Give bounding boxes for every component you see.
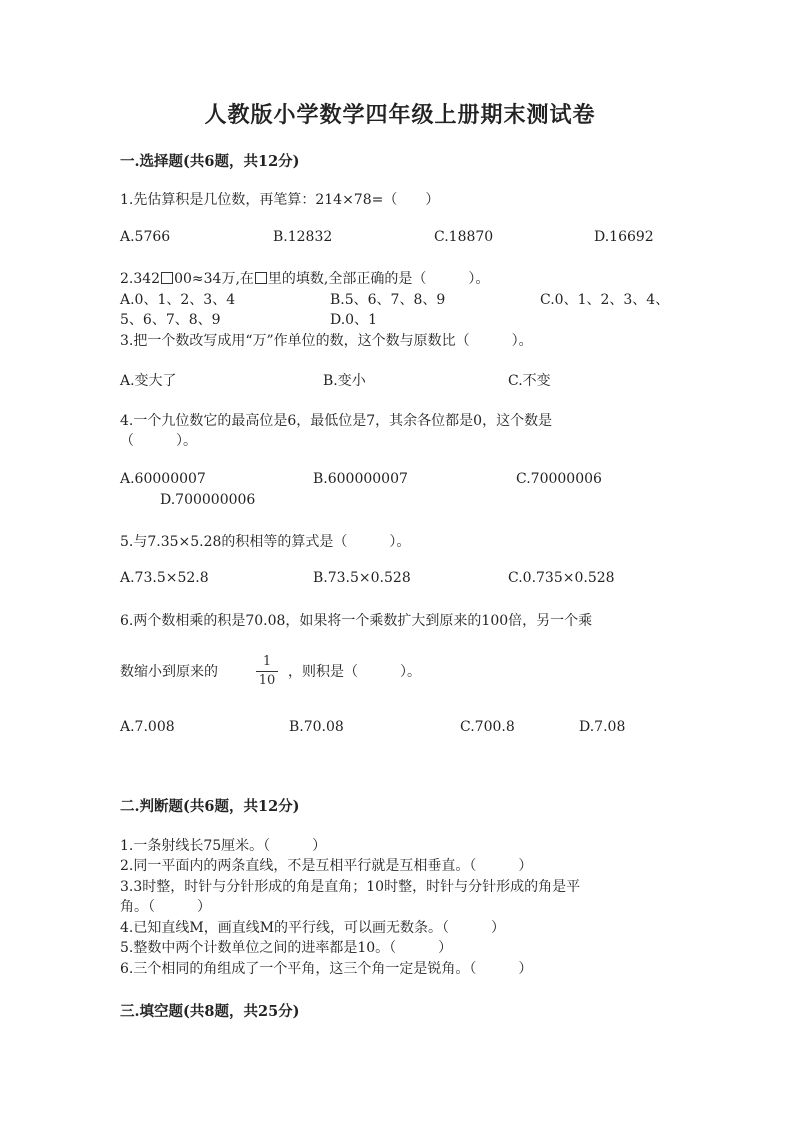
q4-option-b: B.600000007	[313, 471, 408, 487]
question-3: 3.把一个数改写成用“万”作单位的数，这个数与原数比（ ）。	[120, 333, 533, 349]
q2-text-mid: 00≈34万,在	[174, 271, 254, 287]
q6-option-d: D.7.08	[579, 719, 626, 735]
judge-item-1: 1.一条射线长75厘米。（ ）	[120, 838, 327, 854]
q3-option-b: B.变小	[323, 373, 366, 389]
q2-option-c-cont: 5、6、7、8、9	[120, 312, 221, 328]
judge-item-3-cont: 角。（ ）	[120, 899, 211, 915]
judge-item-4: 4.已知直线M，画直线M的平行线，可以画无数条。（ ）	[120, 920, 506, 936]
fraction-denominator: 10	[258, 673, 276, 688]
q5-option-b: B.73.5×0.528	[313, 570, 411, 586]
fraction-one-tenth	[256, 654, 278, 689]
q5-option-a: A.73.5×52.8	[120, 570, 209, 586]
blank-box-icon	[255, 272, 267, 284]
q2-text-post: 里的填数,全部正确的是（ ）。	[267, 271, 490, 287]
question-4-line-1: 4.一个九位数它的最高位是6，最低位是7，其余各位都是0，这个数是	[120, 413, 553, 429]
question-1: 1.先估算积是几位数，再笔算：214×78=（ ）	[120, 192, 440, 208]
question-4-line-2: （ ）。	[120, 433, 197, 449]
section-3-header: 三.填空题(共8题，共25分)	[120, 1003, 300, 1020]
section-1-header: 一.选择题(共6题，共12分)	[120, 153, 300, 170]
q2-option-d: D.0、1	[330, 312, 377, 328]
q6-option-a: A.7.008	[120, 719, 175, 735]
question-5: 5.与7.35×5.28的积相等的算式是（ ）。	[120, 534, 411, 550]
fraction-numerator: 1	[262, 654, 272, 669]
question-6-line-2-post: ，则积是（ ）。	[288, 664, 421, 680]
judge-item-2: 2.同一平面内的两条直线，不是互相平行就是互相垂直。（ ）	[120, 858, 533, 874]
q1-option-b: B.12832	[273, 229, 333, 245]
q2-text-pre: 2.342	[120, 271, 161, 287]
q3-option-c: C.不变	[508, 373, 551, 389]
q1-option-c: C.18870	[434, 229, 494, 245]
q1-option-a: A.5766	[120, 229, 171, 245]
question-6-line-2-pre: 数缩小到原来的	[120, 664, 218, 680]
judge-item-5: 5.整数中两个计数单位之间的进率都是10。（ ）	[120, 940, 453, 956]
fraction-bar	[256, 671, 278, 672]
question-6-line-1: 6.两个数相乘的积是70.08，如果将一个乘数扩大到原来的100倍，另一个乘	[120, 613, 593, 629]
q4-option-c: C.70000006	[516, 471, 602, 487]
q5-option-c: C.0.735×0.528	[508, 570, 615, 586]
judge-item-3: 3.3时整，时针与分针形成的角是直角；10时整，时针与分针形成的角是平	[120, 879, 581, 895]
blank-box-icon	[161, 272, 173, 284]
q2-option-b: B.5、6、7、8、9	[330, 292, 446, 308]
q2-option-c: C.0、1、2、3、4、	[540, 292, 670, 308]
question-2	[120, 268, 489, 288]
section-2-header: 二.判断题(共6题，共12分)	[120, 798, 300, 815]
page-title: 人教版小学数学四年级上册期末测试卷	[204, 102, 596, 128]
q6-option-b: B.70.08	[289, 719, 344, 735]
q4-option-d: D.700000006	[160, 492, 256, 508]
judge-item-6: 6.三个相同的角组成了一个平角，这三个角一定是锐角。（ ）	[120, 961, 533, 977]
q6-option-c: C.700.8	[460, 719, 515, 735]
q3-option-a: A.变大了	[120, 373, 177, 389]
q1-option-d: D.16692	[594, 229, 654, 245]
q2-option-a: A.0、1、2、3、4	[120, 292, 236, 308]
q4-option-a: A.60000007	[120, 471, 206, 487]
